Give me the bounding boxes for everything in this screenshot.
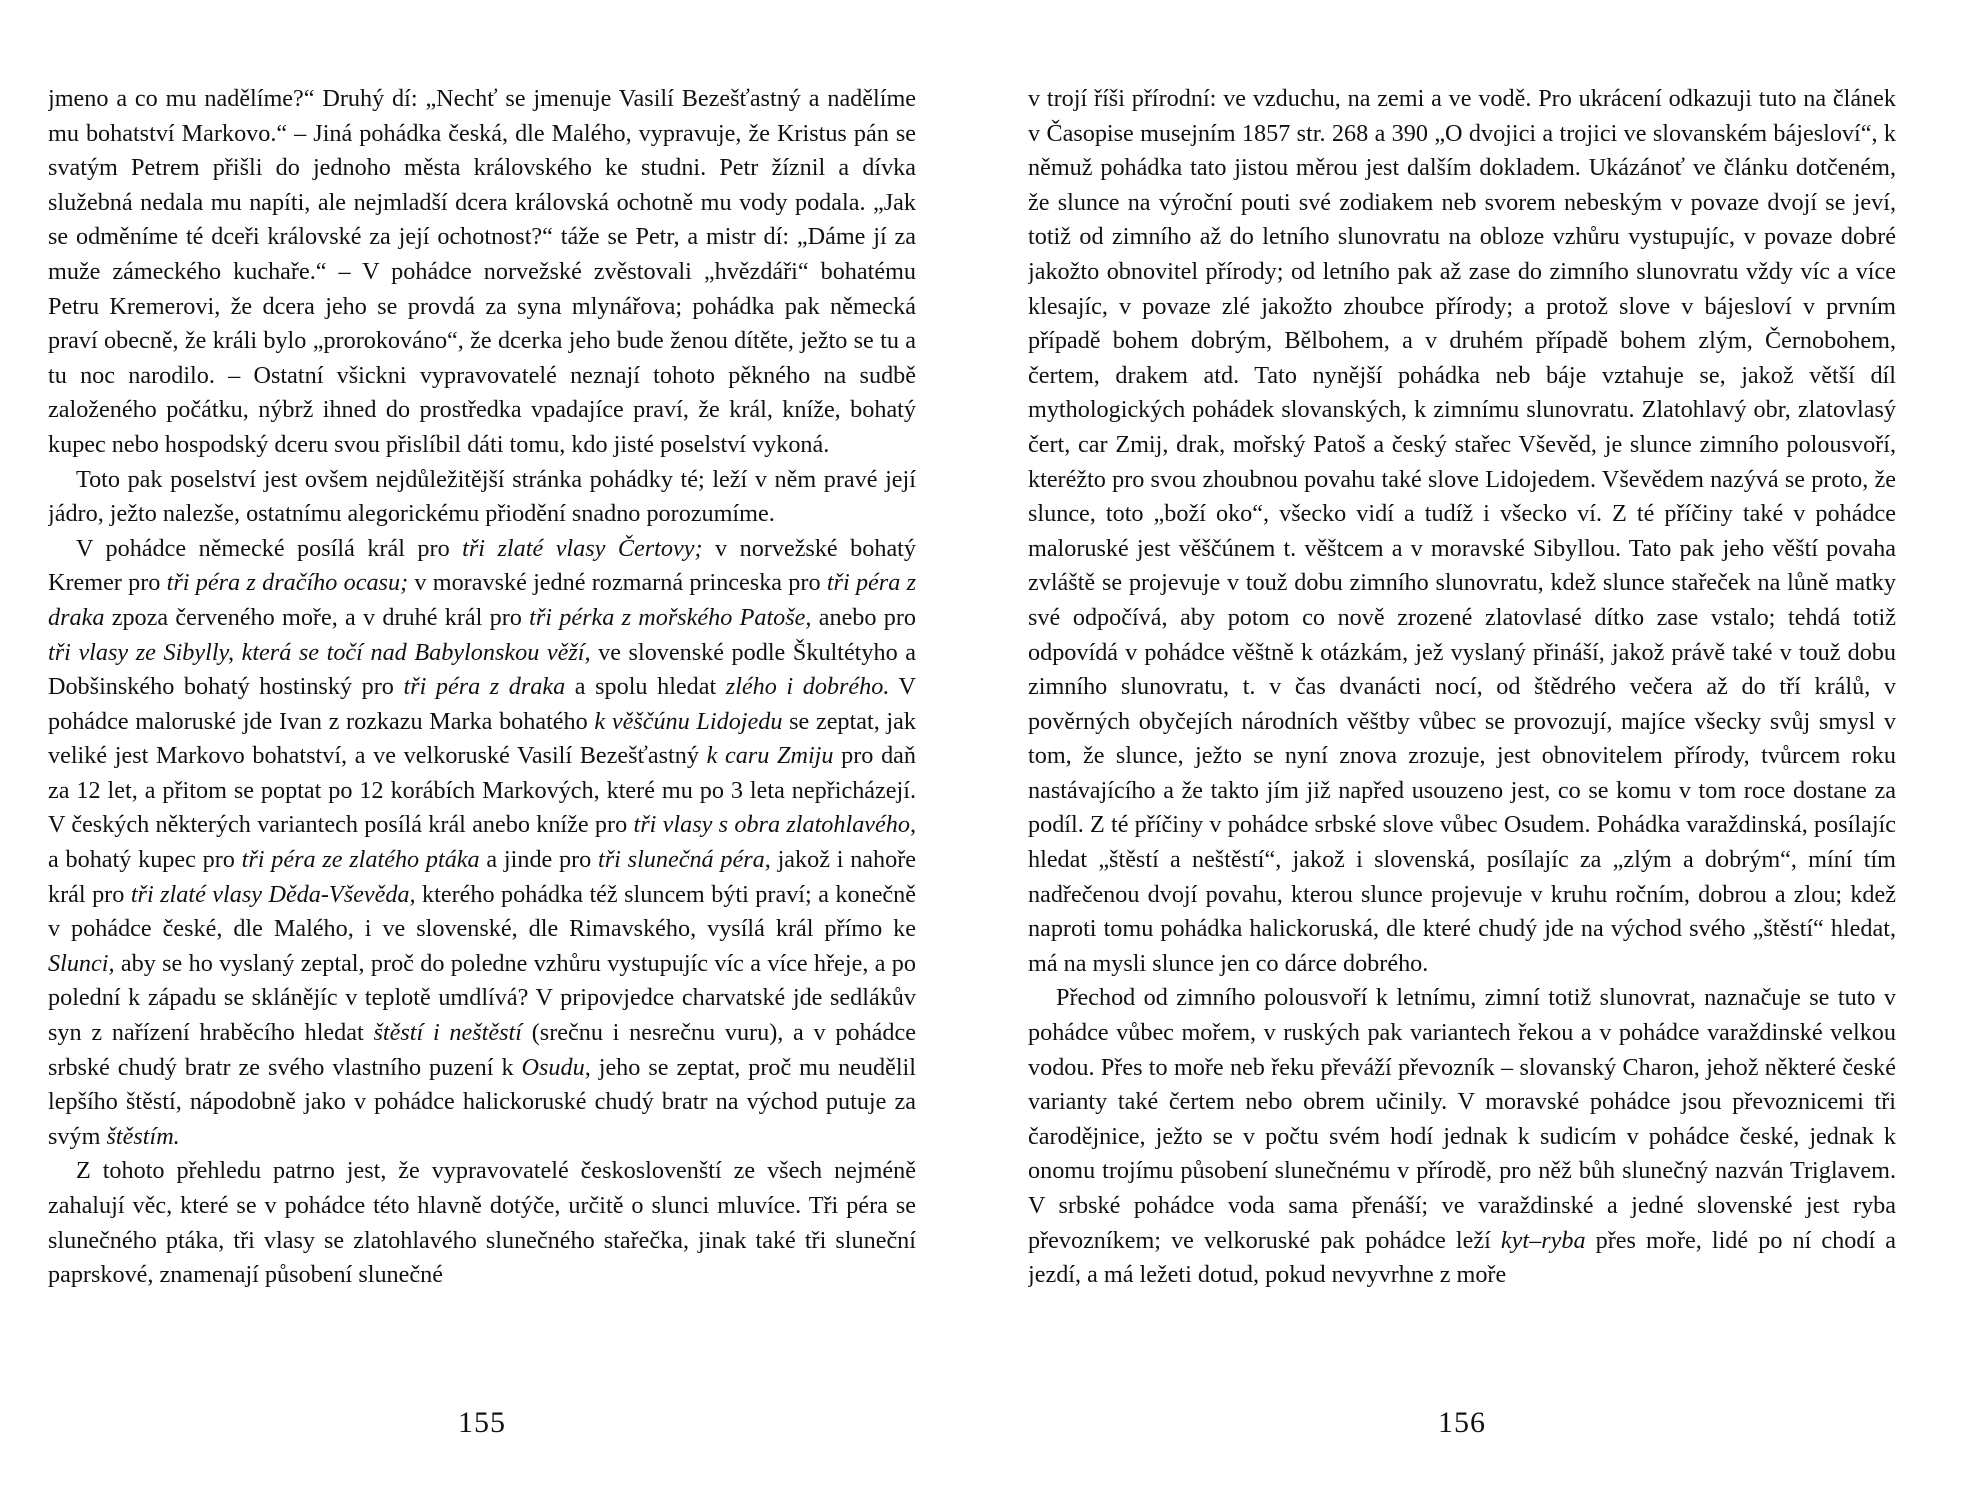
- italic-phrase: tři vlasy s obra zlatohlavého,: [633, 811, 916, 839]
- italic-phrase: tři péra ze zlatého ptáka: [241, 846, 480, 874]
- paragraph: [1028, 82, 1896, 981]
- text-run: v trojí říši přírodní: ve vzduchu, na zemi a ve vodě. Pro ukrácení odkazuji tuto na článek v Časopise musejním 1857 str. 268 a 390 „O dvojici a trojici ve slovanském bájesloví“, k němuž pohádka tato jistou měrou jest dalším dokladem. Ukázánoť ve článku dotčeném, že slunce na výroční pouti své zodiakem neb svorem nebeským v povaze dvojí se jeví, totiž od zimního až do letního slunovratu na obloze vzhůru vystupujíc, v povaze dobré jakožto obnovitel přírody; od letního pak až zase do zimního slunovratu vždy víc a více klesajíc, v povaze zlé jakožto zhoubce přírody; a protož slove v bájesloví v prvním případě bohem dobrým, Bělbohem, a v druhém případě bohem zlým, Černobohem, čertem, drakem atd. Tato nynější pohádka neb báje vztahuje se, jakož větší díl mythologických pohádek slovanských, k zimnímu slunovratu. Zlatohlavý obr, zlatovlasý čert, car Zmij, drak, mořský Patoš a český stařec Vševěd, je slunce zimního polousvoří, kteréžto pro svou zhoubnou povahu také slove Lidojedem. Vševědem nazývá se proto, že slunce, toto „boží oko“, všecko vidí a tudíž i všecko ví. Z té příčiny také v pohádce maloruské jest věščúnem t. věštcem a v moravské Sibyllou. Tato pak jeho věští povaha zvláště se projevuje v touž dobu zimního slunovratu, kdež slunce stařeček na lůně matky své odpočívá, aby potom co nově zrozené zlatovlasé dítko zase vstalo; tehdá totiž odpovídá v pohádce věštně k otázkám, jež vyslaný přináší, jakož právě také v touž dobu zimního slunovratu, t. v čas dvanácti nocí, od štědrého večera až do tří králů, v pověrných obyčejích národních věštby vůbec se provozují, majíce všecky svůj smysl v tom, že slunce, ježto se nyní znova zrozuje, jest obnovitelem přírody, tvůrcem roku nastávajícího a že takto jím již napřed usouzeno jest, co se komu v tom roce dostane za podíl. Z té příčiny v pohádce srbské slove vůbec Osudem. Pohádka varaždinská, posílajíc hledat „štěstí a neštěstí“, jakož i slovenská, posílajíc za „zlým a dobrým“, míní tím nadřečenou dvojí povahu, kterou slunce projevuje v kruhu ročním, dobrou a zlou; kdež naproti tomu pohádka halickoruská, dle které chudý jde na východ svého „štěstí“ hledat, má na mysli slunce jen co dárce dobrého.: [1028, 85, 1896, 977]
- italic-phrase: tři zlaté vlasy Děda-Vševěda,: [130, 880, 416, 908]
- italic-phrase: kyt–ryba: [1500, 1226, 1586, 1254]
- italic-phrase: Osudu,: [521, 1053, 591, 1081]
- italic-phrase: Slunci,: [48, 949, 115, 977]
- left-page-text: [48, 82, 916, 1382]
- right-page: [1028, 82, 1896, 1482]
- italic-phrase: k caru Zmiju: [706, 742, 834, 770]
- text-run: se zeptat, jak veliké jest Markovo bohatství, a ve velkoruské Vasilí Bezešťastný: [48, 707, 916, 770]
- italic-phrase: tři slunečná péra,: [598, 846, 771, 874]
- text-run: (srečnu i nesrečnu vuru), a v pohádce srbské chudý bratr ze svého vlastního puzení k: [48, 1019, 916, 1081]
- text-run: aby se ho vyslaný zeptal, proč do poledne vzhůru vystupujíc víc a více hřeje, a po polední k západu se sklánějíc v teplotě umdlívá? V pripovjedce charvatské jde sedlákův syn z nařízení hraběcího hledat: [48, 949, 916, 1047]
- text-run: Přechod od zimního polousvoří k letnímu, zimní totiž slunovrat, naznačuje se tuto v pohádce vůbec mořem, v ruských pak variantech řekou a v pohádce varaždinské velkou vodou. Přes to moře neb řeku převáží převozník – slovanský Charon, jehož některé české varianty také čertem nebo obrem učinily. V moravské pohádce jsou převoznicemi tři čarodějnice, ježto se v počtu svém hodí jednak k sudicím v pohádce české, jednak k onomu trojímu působení slunečnému v přírodě, pro něž bůh slunečný nazván Triglavem. V srbské pohádce voda sama přenáší; ve varaždinské a jedné slovenské jest ryba převozníkem; ve velkoruské pak pohádce leží: [1028, 984, 1896, 1254]
- text-run: jakož i nahoře král pro: [48, 846, 916, 908]
- italic-phrase: štěstím.: [106, 1122, 180, 1150]
- text-run: V pohádce německé posílá král pro: [76, 534, 463, 562]
- paragraph: [48, 1154, 916, 1292]
- text-run: jeho se zeptat, proč mu neudělil lepšího štěstí, nápodobně jako v pohádce halickoruské chudý bratr na východ putuje za svým: [48, 1053, 916, 1150]
- text-run: kterého pohádka též sluncem býti praví; a konečně v pohádce české, dle Malého, i ve slovenské, dle Rimavského, vysílá král přímo ke: [48, 880, 916, 943]
- text-run: v norvežské bohatý Kremer pro: [48, 534, 916, 597]
- italic-phrase: tři zlaté vlasy Čertovy;: [462, 534, 703, 562]
- italic-phrase: tři péra z draka: [403, 673, 566, 701]
- italic-phrase: k věščúnu Lidojedu: [594, 707, 783, 735]
- italic-phrase: zlého i dobrého.: [725, 673, 890, 701]
- paragraph: [48, 463, 916, 532]
- text-run: a spolu hledat: [565, 673, 726, 701]
- right-page-number: 156: [1438, 1406, 1486, 1439]
- text-run: Z tohoto přehledu patrno jest, že vypravovatelé českoslovenští ze všech nejméně zahalují věc, které se v pohádce této hlavně dotýče, určitě o slunci mluvíce. Tři péra se slunečného ptáka, tři vlasy se zlatohlavého slunečného stařečka, jinak také tři sluneční paprskové, znamenají působení slunečné: [48, 1157, 916, 1289]
- text-run: zpoza červeného moře, a v druhé král pro: [104, 603, 530, 631]
- italic-phrase: tři péra z draka: [48, 569, 916, 631]
- text-run: a bohatý kupec pro: [48, 846, 242, 874]
- paragraph: [48, 532, 916, 1155]
- paragraph: [1028, 981, 1896, 1292]
- text-run: a jinde pro: [479, 846, 599, 874]
- right-page-text: [1028, 82, 1896, 1382]
- text-run: v moravské jedné rozmarná princeska pro: [408, 569, 827, 597]
- left-page: [48, 82, 916, 1482]
- text-run: pro daň za 12 let, a přitom se poptat po 12 korábích Markových, které mu po 3 leta nepřicházejí. V českých některých variantech posílá král anebo kníže pro: [48, 742, 916, 839]
- italic-phrase: tři péra z dračího ocasu;: [166, 569, 409, 597]
- italic-phrase: tři vlasy ze Sibylly, která se točí nad Babylonskou věží,: [48, 638, 591, 666]
- text-run: V pohádce maloruské jde Ivan z rozkazu Marka bohatého: [48, 673, 916, 735]
- text-run: přes moře, lidé po ní chodí a jezdí, a má ležeti dotud, pokud nevyvrhne z moře: [1028, 1226, 1896, 1289]
- paragraph: [48, 82, 916, 463]
- text-run: Toto pak poselství jest ovšem nejdůležitější stránka pohádky té; leží v něm pravé její jádro, ježto nalezše, ostatnímu alegorickému přiodění snadno porozumíme.: [48, 465, 916, 528]
- italic-phrase: tři pérka z mořského Patoše,: [529, 603, 812, 631]
- text-run: anebo pro: [811, 603, 916, 631]
- italic-phrase: štěstí i neštěstí: [373, 1019, 522, 1047]
- text-run: jmeno a co mu nadělíme?“ Druhý dí: „Nechť se jmenuje Vasilí Bezešťastný a nadělíme mu bohatství Markovo.“ – Jiná pohádka česká, dle Malého, vypravuje, že Kristus pán se svatým Petrem přišli do jednoho města královského ke studni. Petr žíznil a dívka služebná nedala mu napíti, ale nejmladší dcera královská ochotně mu vody podala. „Jak se odměníme té dceři královské za její ochotnost?“ táže se Petr, a mistr dí: „Dáme jí za muže zámeckého kuchaře.“ – V pohádce norvežské zvěstovali „hvězdáři“ bohatému Petru Kremerovi, že dcera jeho se provdá za syna mlynářova; pohádka pak německá praví obecně, že králi bylo „prorokováno“, že dcerka jeho bude ženou dítěte, ježto se tu a tu noc narodilo. – Ostatní všickni vypravovatelé neznají tohoto pěkného na sudbě založeného počátku, nýbrž ihned do prostředka vpadajíce praví, že král, kníže, bohatý kupec nebo hospodský dceru svou přislíbil dáti tomu, kdo jisté poselství vykoná.: [48, 85, 916, 458]
- left-page-number: 155: [458, 1406, 506, 1439]
- text-run: ve slovenské podle Škultétyho a Dobšinského bohatý hostinský pro: [48, 638, 916, 701]
